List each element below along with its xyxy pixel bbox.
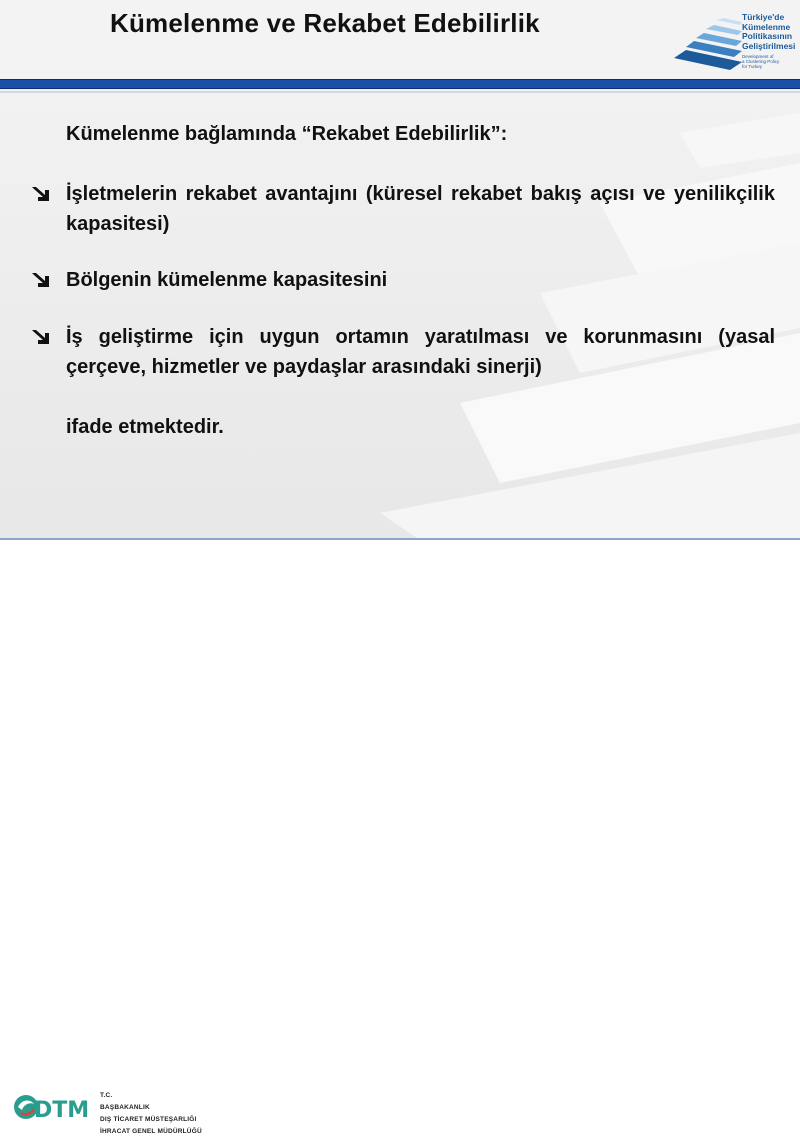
logo-title: Türkiye'de Kümelenme Politikasının Geliştirilmesi [742, 12, 796, 51]
bullet-item [30, 265, 775, 295]
organization-name: T.C. BAŞBAKANLIK DIŞ TİCARET MÜSTEŞARLIĞI İHRACAT GENEL MÜDÜRLÜĞÜ [100, 1092, 202, 1135]
slide-title: Kümelenme ve Rekabet Edebilirlik [110, 8, 540, 38]
arrow-down-right-icon [30, 185, 52, 203]
slide-footer [0, 540, 800, 1135]
arrow-down-right-icon [30, 328, 52, 346]
closing-text: ifade etmektedir. [66, 416, 224, 438]
background-stripes [0, 93, 800, 540]
stairs-logo-icon [672, 10, 742, 72]
logo-subtitle: Development of a Clustering Policy for Turkey [742, 54, 780, 69]
dtm-logo [12, 1090, 90, 1124]
bullet-item [30, 322, 775, 382]
dtm-logo-text: DTM [34, 1098, 90, 1123]
intro-text: Kümelenme bağlamında “Rekabet Edebilirlik”: [66, 123, 508, 145]
slide-header [0, 0, 800, 80]
header-divider [0, 79, 800, 89]
bullet-text: İş geliştirme için uygun ortamın yaratılması ve korunmasını (yasal çerçeve, hizmetler ve paydaşlar arasındaki sinerji) [66, 326, 775, 378]
bullet-text: Bölgenin kümelenme kapasitesini [66, 269, 388, 291]
bullet-item [30, 179, 775, 239]
arrow-down-right-icon [30, 271, 52, 289]
clustering-policy-logo [672, 10, 794, 74]
bullet-text: İşletmelerin rekabet avantajını (küresel rekabet bakış açısı ve yenilikçilik kapasitesi) [66, 183, 775, 235]
